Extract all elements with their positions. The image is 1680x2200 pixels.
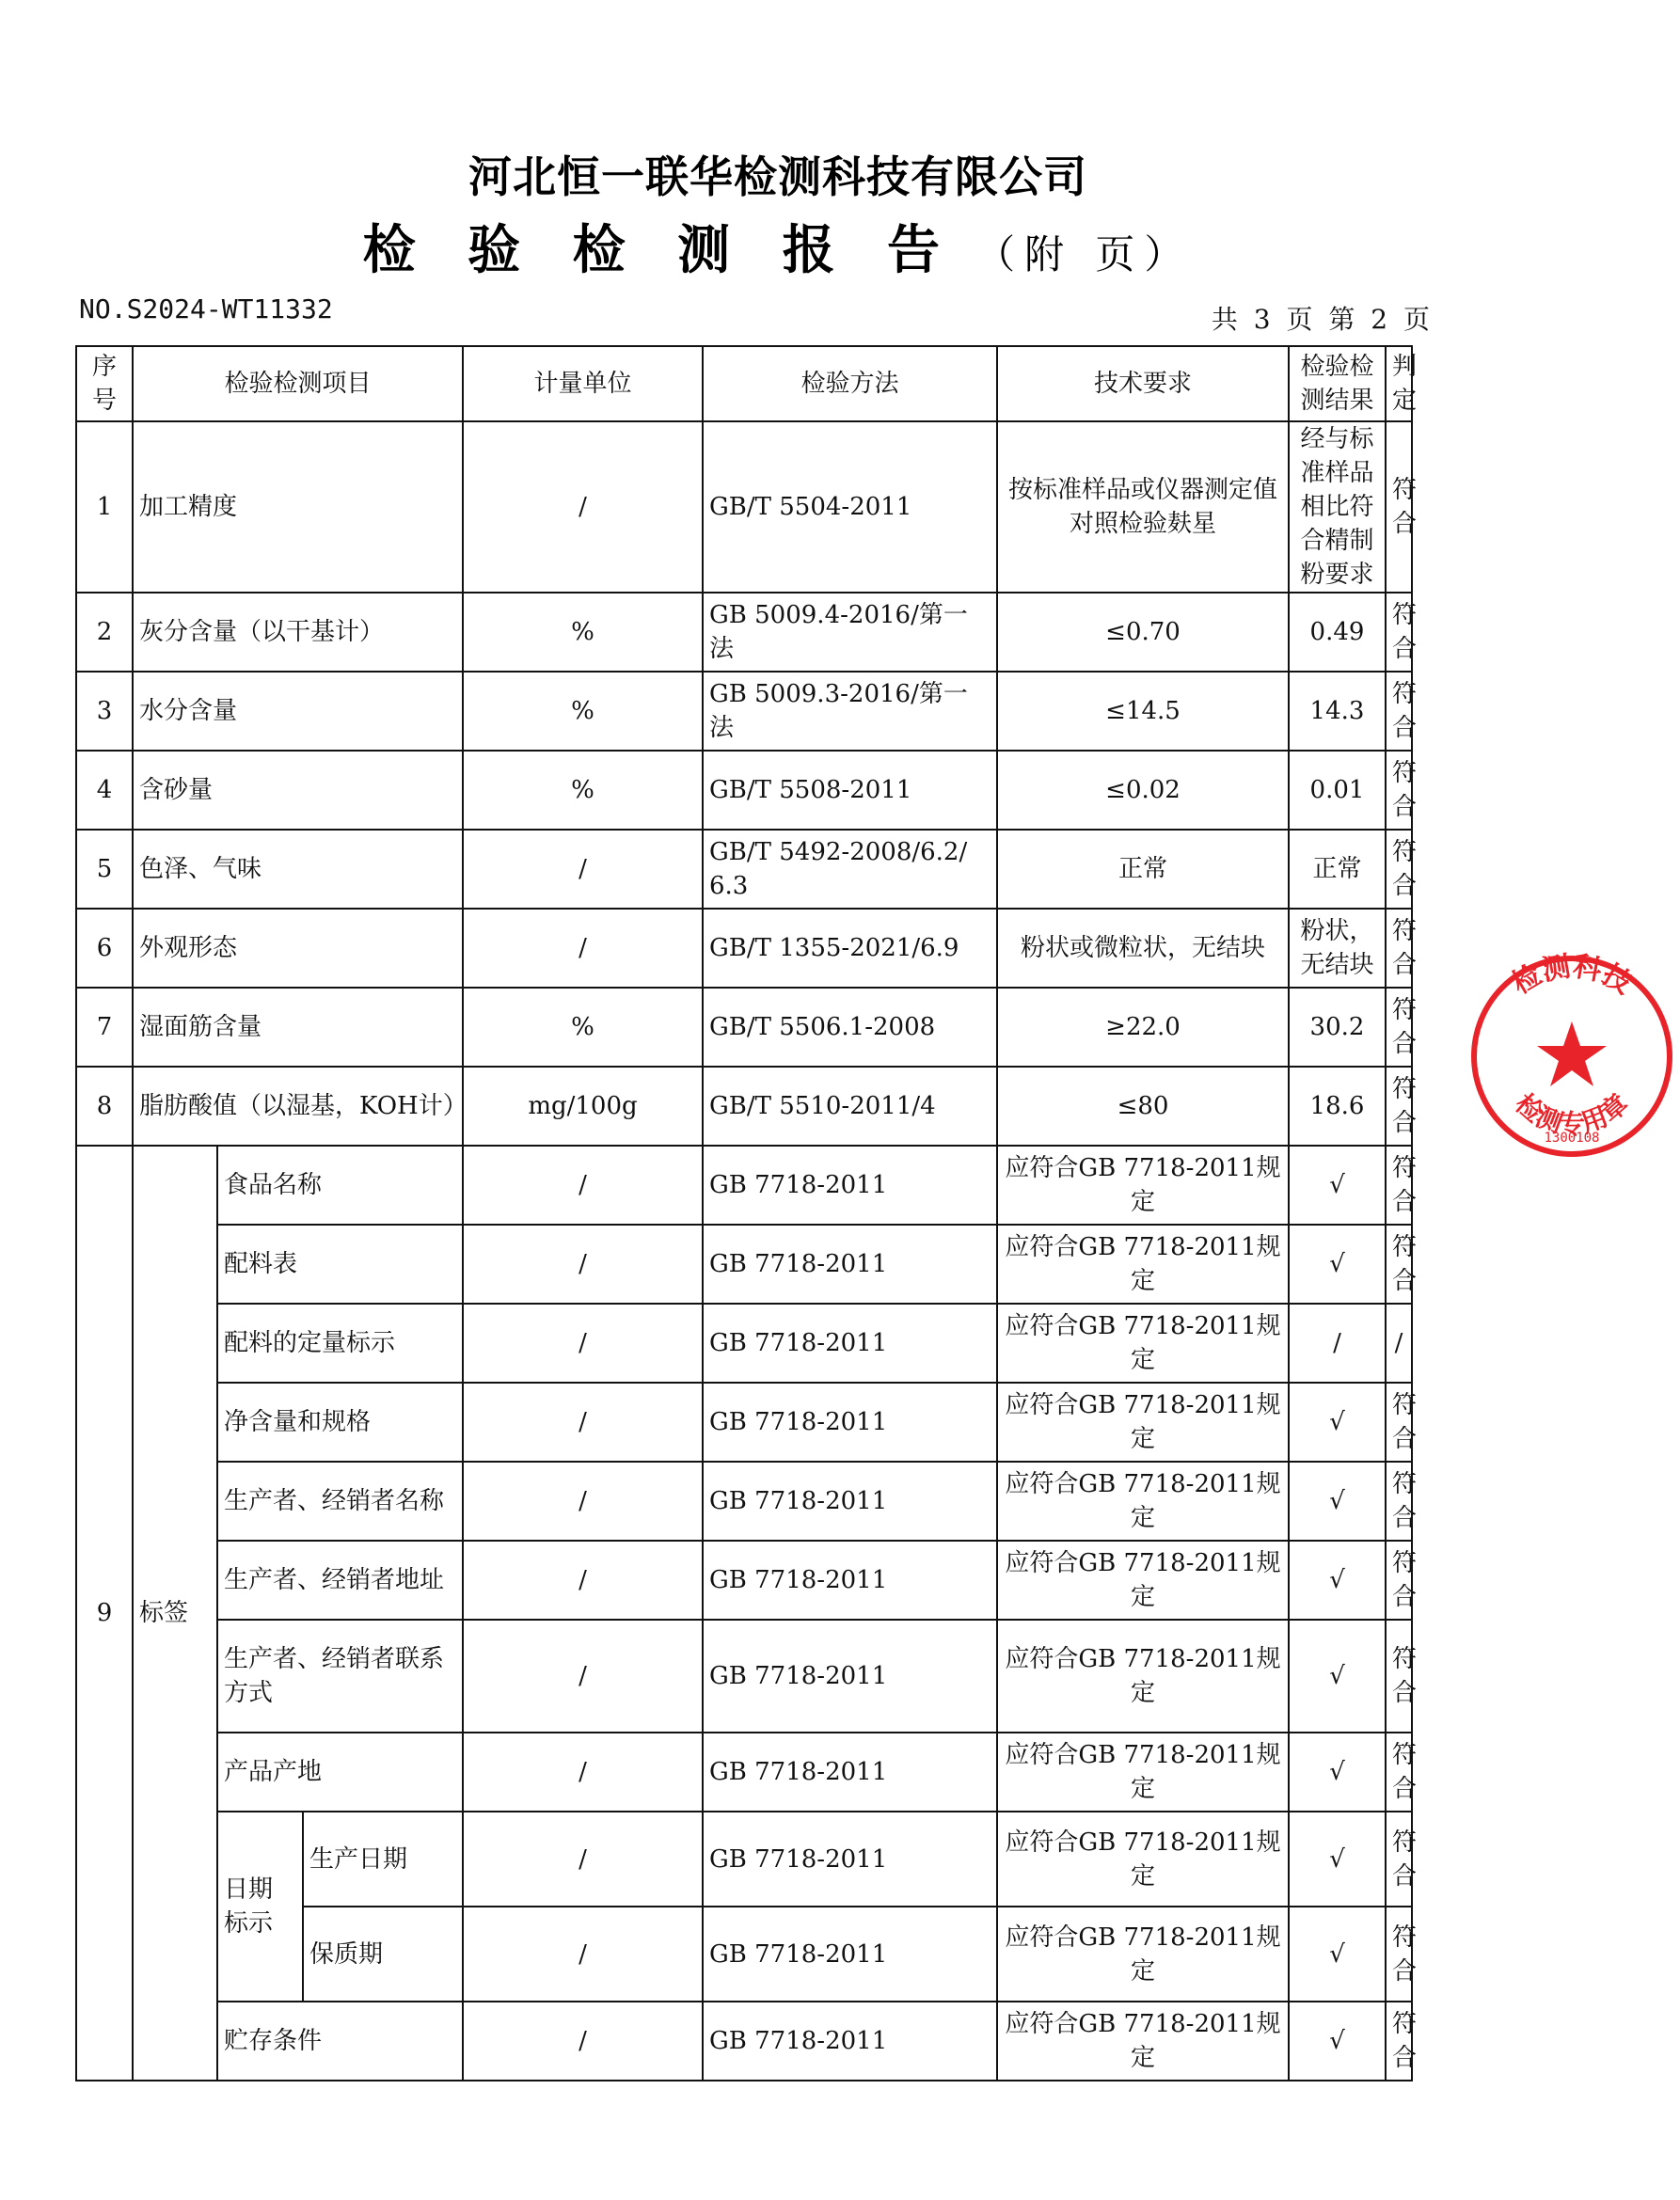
table-row xyxy=(76,2002,1412,2081)
cell-judgement: 符合 xyxy=(1386,1462,1412,1541)
cell-method: GB/T 5508-2011 xyxy=(703,751,997,830)
header-seq: 序号 xyxy=(76,346,133,421)
cell-unit: / xyxy=(463,830,703,909)
cell-method: GB 7718-2011 xyxy=(703,1462,997,1541)
cell-method: GB 5009.4-2016/第一法 xyxy=(703,593,997,672)
cell-subitem: 食品名称 xyxy=(217,1146,463,1225)
cell-judgement: 符合 xyxy=(1386,1383,1412,1462)
cell-requirement: ≥22.0 xyxy=(997,988,1289,1067)
cell-unit: / xyxy=(463,421,703,593)
table-row xyxy=(76,1304,1412,1383)
cell-judgement: 符合 xyxy=(1386,1541,1412,1620)
cell-item: 脂肪酸值（以湿基，KOH计） xyxy=(133,1067,463,1146)
cell-result: √ xyxy=(1289,1541,1386,1620)
cell-unit: / xyxy=(463,1907,703,2002)
official-seal-icon xyxy=(1464,948,1680,1164)
cell-result: √ xyxy=(1289,1462,1386,1541)
cell-unit: % xyxy=(463,988,703,1067)
cell-method: GB/T 5506.1-2008 xyxy=(703,988,997,1067)
cell-unit: / xyxy=(463,1812,703,1907)
cell-unit: / xyxy=(463,2002,703,2081)
table-row xyxy=(76,421,1412,593)
cell-method: GB/T 5510-2011/4 xyxy=(703,1067,997,1146)
cell-result: √ xyxy=(1289,2002,1386,2081)
table-row xyxy=(76,1812,1412,1907)
cell-judgement: 符合 xyxy=(1386,830,1412,909)
cell-unit: % xyxy=(463,672,703,751)
header-result: 检验检测结果 xyxy=(1289,346,1386,421)
cell-method: GB 7718-2011 xyxy=(703,1146,997,1225)
table-row xyxy=(76,1146,1412,1225)
table-row xyxy=(76,1225,1412,1304)
cell-subitem: 保质期 xyxy=(303,1907,463,2002)
cell-requirement: 粉状或微粒状，无结块 xyxy=(997,909,1289,988)
cell-unit: / xyxy=(463,1383,703,1462)
cell-requirement: 应符合GB 7718-2011规定 xyxy=(997,1462,1289,1541)
inspection-table xyxy=(75,345,1418,2081)
table-row xyxy=(76,593,1412,672)
cell-unit: / xyxy=(463,1733,703,1812)
cell-judgement: 符合 xyxy=(1386,1812,1412,1907)
table-row xyxy=(76,1733,1412,1812)
cell-item: 加工精度 xyxy=(133,421,463,593)
cell-result: √ xyxy=(1289,1620,1386,1733)
table-row xyxy=(76,751,1412,830)
cell-result: 粉状，无结块 xyxy=(1289,909,1386,988)
cell-judgement: 符合 xyxy=(1386,751,1412,830)
svg-text:检测科技: 检测科技 xyxy=(1506,950,1638,1002)
cell-subitem: 产品产地 xyxy=(217,1733,463,1812)
svg-text:检测专用章: 检测专用章 xyxy=(1509,1087,1635,1140)
cell-result: √ xyxy=(1289,1383,1386,1462)
cell-result: 0.01 xyxy=(1289,751,1386,830)
cell-unit: / xyxy=(463,1225,703,1304)
cell-item: 湿面筋含量 xyxy=(133,988,463,1067)
cell-result: √ xyxy=(1289,1907,1386,2002)
cell-judgement: 符合 xyxy=(1386,421,1412,593)
cell-subitem: 配料表 xyxy=(217,1225,463,1304)
cell-requirement: ≤80 xyxy=(997,1067,1289,1146)
cell-method: GB 7718-2011 xyxy=(703,1225,997,1304)
cell-result: √ xyxy=(1289,1225,1386,1304)
cell-requirement: 应符合GB 7718-2011规定 xyxy=(997,1225,1289,1304)
cell-method: GB 7718-2011 xyxy=(703,1812,997,1907)
cell-judgement: 符合 xyxy=(1386,593,1412,672)
table-header-row xyxy=(76,346,1412,421)
cell-judgement: 符合 xyxy=(1386,988,1412,1067)
company-name: 河北恒一联华检测科技有限公司 xyxy=(468,151,1087,202)
cell-item: 水分含量 xyxy=(133,672,463,751)
cell-judgement: 符合 xyxy=(1386,909,1412,988)
cell-judgement: / xyxy=(1386,1304,1412,1383)
cell-requirement: 按标准样品或仪器测定值对照检验麸星 xyxy=(997,421,1289,593)
cell-method: GB/T 1355-2021/6.9 xyxy=(703,909,997,988)
header-item: 检验检测项目 xyxy=(133,346,463,421)
cell-seq: 3 xyxy=(76,672,133,751)
cell-requirement: 应符合GB 7718-2011规定 xyxy=(997,1383,1289,1462)
cell-method: GB 7718-2011 xyxy=(703,1620,997,1733)
cell-item: 外观形态 xyxy=(133,909,463,988)
cell-requirement: 应符合GB 7718-2011规定 xyxy=(997,1146,1289,1225)
cell-unit: mg/100g xyxy=(463,1067,703,1146)
cell-seq: 4 xyxy=(76,751,133,830)
cell-unit: / xyxy=(463,909,703,988)
cell-judgement: 符合 xyxy=(1386,1620,1412,1733)
cell-seq: 7 xyxy=(76,988,133,1067)
table-row xyxy=(76,1462,1412,1541)
cell-subitem: 生产者、经销者名称 xyxy=(217,1462,463,1541)
cell-unit: % xyxy=(463,593,703,672)
report-title: 检 验 检 测 报 告 xyxy=(362,220,958,281)
cell-subgroup: 日期标示 xyxy=(217,1812,303,2002)
cell-method: GB 7718-2011 xyxy=(703,2002,997,2081)
cell-seq: 9 xyxy=(76,1146,133,2081)
report-number: NO.S2024-WT11332 xyxy=(79,293,333,324)
cell-result: 30.2 xyxy=(1289,988,1386,1067)
cell-result: √ xyxy=(1289,1812,1386,1907)
cell-seq: 5 xyxy=(76,830,133,909)
report-subtitle: （附 页） xyxy=(975,231,1194,277)
cell-requirement: 应符合GB 7718-2011规定 xyxy=(997,2002,1289,2081)
cell-unit: / xyxy=(463,1462,703,1541)
cell-requirement: 应符合GB 7718-2011规定 xyxy=(997,1541,1289,1620)
table-row xyxy=(76,1541,1412,1620)
cell-method: GB 7718-2011 xyxy=(703,1383,997,1462)
cell-result: / xyxy=(1289,1304,1386,1383)
header-method: 检验方法 xyxy=(703,346,997,421)
cell-subitem: 生产者、经销者联系方式 xyxy=(217,1620,463,1733)
cell-seq: 1 xyxy=(76,421,133,593)
cell-item: 灰分含量（以干基计） xyxy=(133,593,463,672)
header-unit: 计量单位 xyxy=(463,346,703,421)
cell-unit: / xyxy=(463,1541,703,1620)
cell-subitem: 净含量和规格 xyxy=(217,1383,463,1462)
cell-judgement: 符合 xyxy=(1386,1146,1412,1225)
title-row xyxy=(0,209,1556,284)
cell-unit: / xyxy=(463,1620,703,1733)
table-row xyxy=(76,1067,1412,1146)
cell-requirement: 应符合GB 7718-2011规定 xyxy=(997,1733,1289,1812)
cell-seq: 2 xyxy=(76,593,133,672)
cell-method: GB 7718-2011 xyxy=(703,1907,997,2002)
header-requirement: 技术要求 xyxy=(997,346,1289,421)
cell-result: √ xyxy=(1289,1146,1386,1225)
cell-requirement: 应符合GB 7718-2011规定 xyxy=(997,1620,1289,1733)
cell-judgement: 符合 xyxy=(1386,1907,1412,2002)
cell-requirement: 应符合GB 7718-2011规定 xyxy=(997,1907,1289,2002)
cell-subitem: 生产者、经销者地址 xyxy=(217,1541,463,1620)
cell-subitem: 配料的定量标示 xyxy=(217,1304,463,1383)
cell-method: GB 7718-2011 xyxy=(703,1541,997,1620)
cell-method: GB/T 5504-2011 xyxy=(703,421,997,593)
cell-requirement: ≤14.5 xyxy=(997,672,1289,751)
table-row xyxy=(76,672,1412,751)
cell-item: 含砂量 xyxy=(133,751,463,830)
cell-requirement: 正常 xyxy=(997,830,1289,909)
cell-item: 标签 xyxy=(133,1146,217,2081)
cell-method: GB/T 5492-2008/6.2/6.3 xyxy=(703,830,997,909)
table-row xyxy=(76,988,1412,1067)
cell-subitem: 贮存条件 xyxy=(217,2002,463,2081)
cell-unit: / xyxy=(463,1146,703,1225)
cell-method: GB 7718-2011 xyxy=(703,1733,997,1812)
cell-requirement: ≤0.02 xyxy=(997,751,1289,830)
cell-method: GB 5009.3-2016/第一法 xyxy=(703,672,997,751)
cell-judgement: 符合 xyxy=(1386,2002,1412,2081)
cell-item: 色泽、气味 xyxy=(133,830,463,909)
cell-result: √ xyxy=(1289,1733,1386,1812)
cell-result: 18.6 xyxy=(1289,1067,1386,1146)
cell-seq: 6 xyxy=(76,909,133,988)
cell-result: 0.49 xyxy=(1289,593,1386,672)
cell-judgement: 符合 xyxy=(1386,672,1412,751)
table-row xyxy=(76,830,1412,909)
cell-judgement: 符合 xyxy=(1386,1067,1412,1146)
cell-seq: 8 xyxy=(76,1067,133,1146)
table-row xyxy=(76,1383,1412,1462)
page-info: 共 3 页 第 2 页 xyxy=(1211,304,1434,335)
table-row xyxy=(76,909,1412,988)
cell-result: 14.3 xyxy=(1289,672,1386,751)
cell-result: 经与标准样品相比符合精制粉要求 xyxy=(1289,421,1386,593)
cell-judgement: 符合 xyxy=(1386,1733,1412,1812)
cell-subitem: 生产日期 xyxy=(303,1812,463,1907)
cell-requirement: ≤0.70 xyxy=(997,593,1289,672)
svg-text:1300108: 1300108 xyxy=(1544,1131,1600,1146)
header-judgement: 判定 xyxy=(1386,346,1412,421)
cell-unit: / xyxy=(463,1304,703,1383)
cell-requirement: 应符合GB 7718-2011规定 xyxy=(997,1304,1289,1383)
cell-unit: % xyxy=(463,751,703,830)
cell-requirement: 应符合GB 7718-2011规定 xyxy=(997,1812,1289,1907)
cell-judgement: 符合 xyxy=(1386,1225,1412,1304)
cell-method: GB 7718-2011 xyxy=(703,1304,997,1383)
cell-result: 正常 xyxy=(1289,830,1386,909)
table-row xyxy=(76,1620,1412,1733)
